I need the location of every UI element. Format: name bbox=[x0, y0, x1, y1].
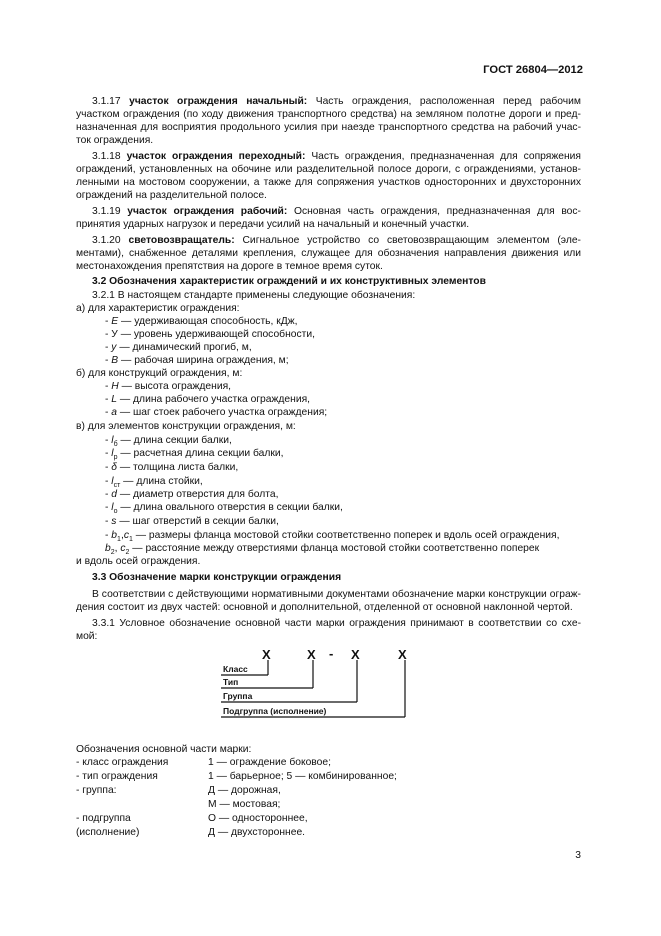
list-item: - H — высота ограждения, bbox=[105, 381, 232, 392]
list-item: - У — уровень удерживающей способности, bbox=[105, 329, 315, 340]
marks-label: - группа: bbox=[76, 785, 117, 796]
marks-heading: Обозначения основной части марки: bbox=[76, 744, 252, 755]
list-a-heading: а) для характеристик ограждения: bbox=[76, 303, 240, 314]
para-line: дения состоит из двух частей: основной и дополнительной, отделенной от основной наклонной чертой. bbox=[76, 602, 573, 613]
para-3-1-20-line-1: 3.1.20 световозвращатель: Сигнальное устройство со световозвращающим элементом (эле- bbox=[92, 235, 581, 246]
list-item: - y — динамический прогиб, м, bbox=[105, 342, 252, 353]
term-transition-section: участок ограждения переходный: bbox=[126, 151, 306, 162]
marks-value: М — мостовая; bbox=[208, 799, 281, 810]
para-line: мой: bbox=[76, 631, 98, 642]
scheme-x-subgroup: X bbox=[398, 647, 407, 662]
term-reflector: световозвращатель: bbox=[128, 235, 235, 246]
list-c-heading: в) для элементов конструкции ограждения, м: bbox=[76, 421, 296, 432]
marks-value: Д — двухстороннее. bbox=[208, 827, 306, 838]
para-line: В соответствии с действующими нормативными документами обозначение марки конструкции ограж- bbox=[92, 589, 581, 600]
para-3-1-19-line-1: 3.1.19 участок ограждения рабочий: Основная часть ограждения, предназначенная для вос- bbox=[92, 206, 581, 217]
list-item: - a — шаг стоек рабочего участка ограждения; bbox=[105, 407, 328, 418]
list-item: $b_2$, $c_2$ — расстояние между отверстиями фланца мостовой стойки соответственно поперек bbox=[105, 543, 540, 557]
marks-value: 1 — ограждение боковое; bbox=[208, 757, 331, 768]
list-item: - $b_1,c_1$ — размеры фланца мостовой стойки соответственно поперек и вдоль осей ограждения, bbox=[105, 530, 560, 544]
scheme-label-group: Группа bbox=[223, 691, 253, 701]
section-3-2-title: 3.2 Обозначения характеристик ограждений и их конструктивных элементов bbox=[92, 276, 486, 287]
list-item: - $l_р$ — расчетная длина секции балки, bbox=[105, 448, 284, 462]
para-line: 3.3.1 Условное обозначение основной части марки ограждения принимают в соответствии со схе- bbox=[92, 618, 581, 629]
scheme-label-class: Класс bbox=[223, 664, 248, 674]
para-line: местонахождения препятствия на дороге в темное время суток. bbox=[76, 261, 383, 272]
term-start-section: участок ограждения начальный: bbox=[129, 96, 308, 107]
list-item: - $l_б$ — длина секции балки, bbox=[105, 435, 232, 449]
marks-label: - тип ограждения bbox=[76, 771, 158, 782]
scheme-label-subgroup: Подгруппа (исполнение) bbox=[223, 706, 327, 716]
marks-label: - подгруппа bbox=[76, 813, 131, 824]
scheme-x-type: X bbox=[307, 647, 316, 662]
para-3-1-18-line-1: 3.1.18 участок ограждения переходный: Часть ограждения, предназначенная для сопряжения bbox=[92, 151, 581, 162]
list-item: - E — удерживающая способность, кДж, bbox=[105, 316, 298, 327]
list-item: - δ — толщина листа балки, bbox=[105, 462, 239, 473]
list-item: - d — диаметр отверстия для болта, bbox=[105, 489, 279, 500]
para-line: ограждений на разделительной полосе. bbox=[76, 190, 267, 201]
section-3-2-1-intro: 3.2.1 В настоящем стандарте применены следующие обозначения: bbox=[92, 290, 416, 301]
para-line: участком ограждения (по ходу движения транспортного средства) на земляном полотне дороги и пред- bbox=[76, 109, 581, 120]
para-line: ментами), снабженное деталями крепления, служащее для обозначения направления движения или bbox=[76, 248, 581, 259]
page-number: 3 bbox=[575, 850, 581, 861]
list-item: - $l_{ст}$ — длина стойки, bbox=[105, 476, 203, 490]
scheme-x-class: X bbox=[262, 647, 271, 662]
para-line: ток ограждения. bbox=[76, 135, 154, 146]
scheme-label-type: Тип bbox=[223, 677, 239, 687]
para-3-1-17-line-1: 3.1.17 участок ограждения начальный: Часть ограждения, расположенная перед рабочим bbox=[92, 96, 582, 107]
list-item: - s — шаг отверстий в секции балки, bbox=[105, 516, 279, 527]
scheme-dash: - bbox=[329, 646, 334, 661]
para-line: ограждений, установленных на обочине или разделительной полосе дороги, с ограждениями, установ- bbox=[76, 164, 581, 175]
para-line: принятия ударных нагрузок и передачи усилий на начальный и конечный участки. bbox=[76, 219, 470, 230]
marks-value: Д — дорожная, bbox=[208, 785, 281, 796]
list-item: - B — рабочая ширина ограждения, м; bbox=[105, 355, 289, 366]
term-working-section: участок ограждения рабочий: bbox=[127, 206, 288, 217]
list-item: - $l_о$ — длина овального отверстия в секции балки, bbox=[105, 502, 343, 516]
document-number: ГОСТ 26804—2012 bbox=[483, 64, 583, 76]
marks-value: О — одностороннее, bbox=[208, 813, 308, 824]
marks-label: - класс ограждения bbox=[76, 757, 169, 768]
scheme-x-group: X bbox=[351, 647, 360, 662]
section-3-3-title: 3.3 Обозначение марки конструкции ограждения bbox=[92, 572, 342, 583]
marks-label: (исполнение) bbox=[76, 827, 140, 838]
para-line: ленными на мостовом сооружении, а также для сопряжения участков односторонних и двухсторонних bbox=[76, 177, 581, 188]
list-item-continuation: и вдоль осей ограждения. bbox=[76, 556, 201, 567]
list-item: - L — длина рабочего участка ограждения, bbox=[105, 394, 311, 405]
list-b-heading: б) для конструкций ограждения, м: bbox=[76, 368, 243, 379]
para-line: назначенная для восприятия продольного усилия при наезде транспортного средства на рабочий учас- bbox=[76, 122, 581, 133]
marks-value: 1 — барьерное; 5 — комбинированное; bbox=[208, 771, 397, 782]
